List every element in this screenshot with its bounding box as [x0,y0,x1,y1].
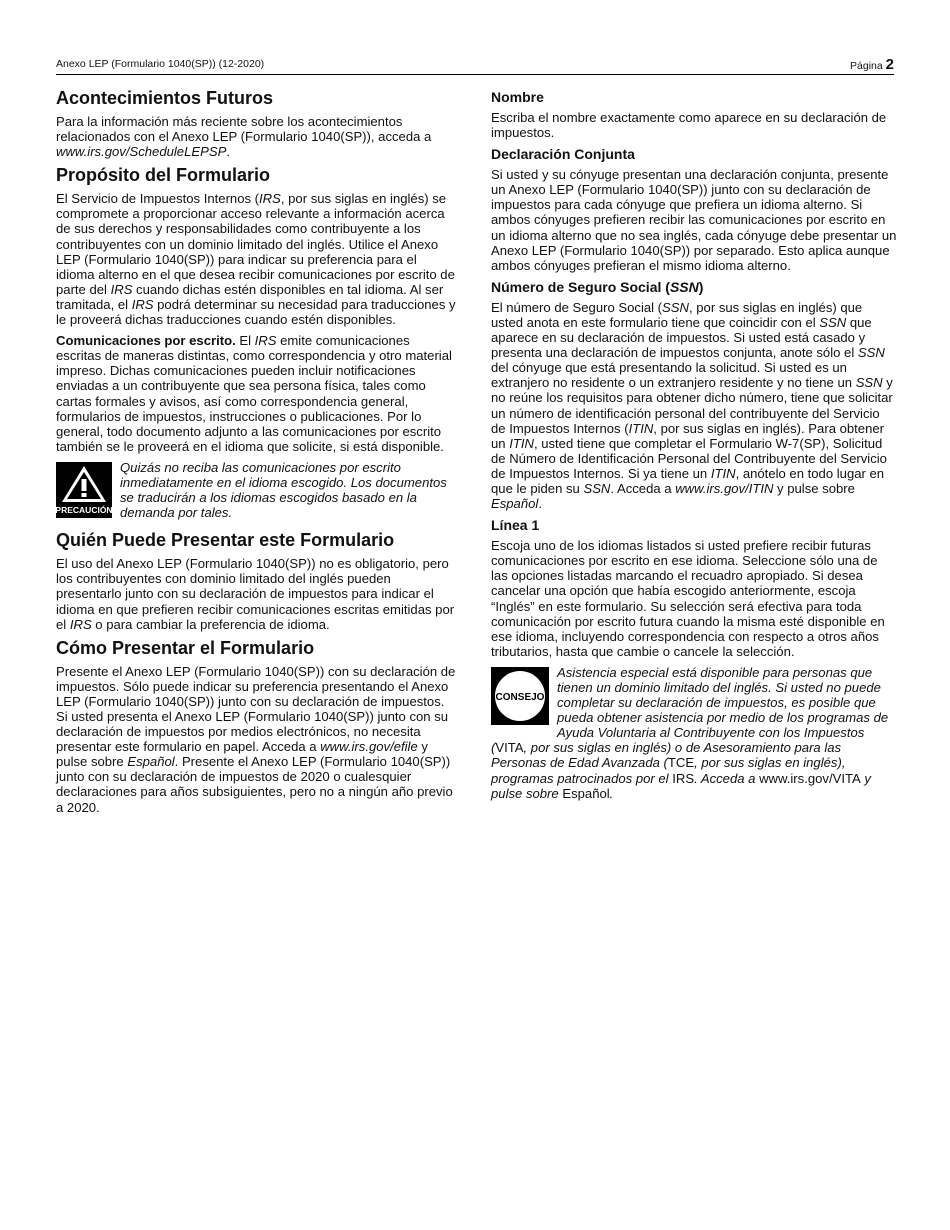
heading-how-to-file: Cómo Presentar el Formulario [56,637,315,658]
paragraph-who-may-file: El uso del Anexo LEP (Formulario 1040(SP)) no es obligatorio, pero los contribuyentes con dominio limitado del inglés pueden presentarlo junto con su declaración de impuestos para indicar el idioma en que prefieren recibir comunicaciones escritas emitidas por el IRS o para cambiar la preferencia de idioma. [56,556,455,632]
heading-who-may-file: Quién Puede Presentar este Formulario [56,530,395,551]
form-identifier: Anexo LEP (Formulario 1040(SP)) (12-2020) [56,58,265,70]
heading-joint-return: Declaración Conjunta [491,146,635,163]
paragraph-name: Escriba el nombre exactamente como aparece en su declaración de impuestos. [491,110,887,141]
heading-ssn: Número de Seguro Social (SSN) [491,278,704,295]
tip-text: Asistencia especial está disponible para personas que tienen un dominio limitado del inglés. Si usted no puede completar su declaración de impuestos, es posible que pueda obtener asistencia por medio de los programas de Ayuda Voluntaria al Contribuyente con los Impuestos (VITA, por sus siglas en inglés) o de Asesoramiento para las Personas de Edad Avanzada (TCE, por sus siglas en inglés), programas patrocinados por el IRS. Acceda a www.irs.gov/VITA y pulse sobre Español. [491,664,889,801]
tip-label: CONSEJO [495,691,545,703]
page-header [56,56,894,75]
caution-icon [56,462,112,521]
tip-icon [491,667,549,728]
link-vita[interactable]: www.irs.gov/VITA [759,770,861,786]
paragraph-line-1: Escoja uno de los idiomas listados si usted prefiere recibir futuras comunicaciones por escrito en ese idioma. Seleccione sólo una de las opciones listadas marcando el recuadro apropiado. Si desea cancelar una opción que había escogido anteriormente, escoja “Inglés” en este formulario. Su selección será efectiva para toda comunicación por escrito futura cuando la misma esté disponible en ese idioma, incluyendo correspondencia con respecto a otros años tributarios, hasta que cambie o cancele la selección. [491,538,885,659]
left-column [56,84,456,821]
page-number: Página 2 [850,56,894,73]
heading-name: Nombre [491,89,544,105]
caution-text: Quizás no reciba las comunicaciones por escrito inmediatamente en el idioma escogido. Los documentos se traducirán a los idiomas escogidos basado en la demanda por tales. [120,459,447,521]
paragraph-written-communications: Comunicaciones por escrito. El IRS emite comunicaciones escritas de maneras distintas, como correspondencia y otro material impreso. Dichas comunicaciones pueden incluir notificaciones enviadas a un contribuyente que sea persona física, tales como cartas formales y avisos, así como correspondencia general, formularios de impuestos, instrucciones o publicaciones. Por lo general, todo documento adjunto a las comunicaciones por escrito también se le proveerá en el idioma que solicite, si está disponible. [56,333,452,454]
caution-label: PRECAUCIÓN [56,504,112,515]
paragraph-future-developments: Para la información más reciente sobre los acontecimientos relacionados con el Anexo LEP (Formulario 1040(SP)), acceda a www.irs.gov/ScheduleLEPSP. [56,114,432,160]
tip-note [491,665,897,807]
caution-note [56,460,456,526]
right-column [491,84,897,807]
heading-purpose: Propósito del Formulario [56,165,271,186]
paragraph-how-to-file: Presente el Anexo LEP (Formulario 1040(SP)) con su declaración de impuestos. Sólo puede indicar su preferencia presentando el Anexo LEP (Formulario 1040(SP)) junto con su declaración de impuestos. Si usted presenta el Anexo LEP (Formulario 1040(SP)) junto con su declaración de impuestos por medios electrónicos, no necesita presentar este formulario en papel. Acceda a www.irs.gov/efile y pulse sobre Español. Presente el Anexo LEP (Formulario 1040(SP)) junto con su declaración de impuestos de 2020 o cualesquier declaraciones para años subsiguientes, pero no a ningún año previo a 2020. [56,663,456,815]
paragraph-purpose: El Servicio de Impuestos Internos (IRS, por sus siglas en inglés) se compromete a proporcionar acceso relevante a información acerca de sus derechos y responsabilidades como contribuyente a los contribuyentes con un dominio limitado del inglés. Utilice el Anexo LEP (Formulario 1040(SP)) para indicar su preferencia para el idioma alterno en el que desea recibir comunicaciones por escrito de parte del IRS cuando dichas estén disponibles en tal idioma. Al ser tramitada, el IRS podrá determinar su necesidad para traducciones y le proveerá dichas traducciones cuando estén disponibles. [56,191,456,328]
link-schedule-lep[interactable]: www.irs.gov/ScheduleLEPSP [56,144,227,160]
heading-future-developments: Acontecimientos Futuros [56,88,274,108]
paragraph-joint-return: Si usted y su cónyuge presentan una declaración conjunta, presente un Anexo LEP (Formulario 1040(SP)) junto con su declaración de impuestos para cada cónyuge que prefiera un idioma alterno. Si ambos cónyuges prefieren recibir las comunicaciones por escrito en un idioma alterno que no sea inglés, cada cónyuge debe presentar un Anexo LEP (Formulario 1040(SP)) por separado. Esto aplica aunque ambos cónyuges prefieran el mismo idioma alterno. [491,167,897,273]
paragraph-ssn: El número de Seguro Social (SSN, por sus siglas en inglés) que usted anota en este formulario tiene que coincidir con el SSN que aparece en su declaración de impuestos. Si usted está casado y presenta una declaración de impuestos conjunta, anote sólo el SSN del cónyuge que está presentando la solicitud. Si usted es un extranjero no residente o un extranjero residente y no tiene un SSN y no reúne los requisitos para obtener dicho número, tiene que solicitar un número de identificación personal del contribuyente del Servicio de Impuestos Internos (ITIN, por sus siglas en inglés). Para obtener un ITIN, usted tiene que completar el Formulario W-7(SP), Solicitud de Número de Identificación Personal del Contribuyente del Servicio de Impuestos Internos. Si ya tiene un ITIN, anótelo en todo lugar en que le piden su SSN. Acceda a www.irs.gov/ITIN y pulse sobre Español. [491,299,893,512]
link-efile[interactable]: www.irs.gov/efile [320,739,418,755]
link-itin[interactable]: www.irs.gov/ITIN [675,480,774,496]
heading-line-1: Línea 1 [491,517,540,534]
